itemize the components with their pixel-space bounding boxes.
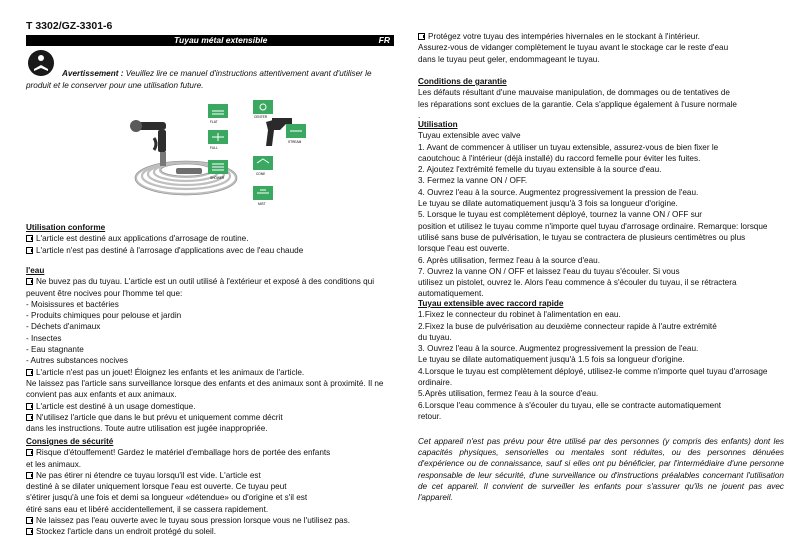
text-line: 4.Lorsque le tuyau est complètement déployé, utilisez-le comme n'importe quel tuyau d'arrosage — [418, 366, 768, 376]
text-line: L'article est destiné aux applications d'arrosage de routine. — [26, 233, 394, 244]
text-line: convient pas aux enfants et aux animaux. — [26, 390, 177, 400]
checkbox-bullet-icon — [26, 403, 33, 410]
checkbox-bullet-icon — [26, 278, 33, 285]
disclaimer-paragraph: Cet appareil n'est pas prévu pour être utilisé par des personnes (y compris des enfants) dont les capacités physiques, sensorielles ou mentales sont réduites, ou des personnes dénuées d'expérience ou de connaissance, sauf si elles ont pu bénéficier, par l'intermédiaire d'une personne responsable de leur sécurité, d'une surveillance ou d'instructions préalables concernant l'utilisation de cet appareil. Il convient de surveiller les enfants pour s'assurer qu'ils ne jouent pas avec l'appareil. — [418, 437, 784, 503]
spray-mode-label: CENTER — [254, 115, 268, 119]
checkbox-bullet-icon — [26, 472, 33, 479]
text-line: Ne buvez pas du tuyau. L'article est un outil utilisé à l'extérieur et exposé à des conditions qui — [26, 276, 394, 287]
spray-mode-label: FLAT — [210, 120, 218, 124]
section-title: Tuyau extensible avec raccord rapide — [418, 299, 564, 308]
section-consignes-securite — [26, 436, 394, 538]
text-line: du tuyau. — [418, 332, 452, 342]
text-line: Stockez l'article dans un endroit protégé du soleil. — [26, 526, 394, 537]
text-line: ordinaire. — [418, 378, 453, 388]
text-line: 3. Ouvrez l'eau à la source. Augmentez progressivement la pression de l'eau. — [418, 344, 699, 354]
text-line: Le tuyau se dilate automatiquement jusqu'à 3 fois sa longueur d'origine. — [418, 199, 678, 209]
warning-paragraph — [26, 68, 394, 92]
text-line: automatiquement. — [418, 289, 484, 299]
text-line: peuvent être nocives pour l'homme tel que: — [26, 288, 183, 298]
checkbox-bullet-icon — [26, 449, 33, 456]
text-line: . — [418, 110, 421, 120]
text-line: L'article est destiné à un usage domestique. — [26, 401, 394, 412]
text-line: utilisé sans buse de pulvérisation, le tuyau se contractera de plusieurs centimètres ou plus — [418, 232, 746, 242]
text-line: - Déchets d'animaux — [26, 322, 101, 332]
section-raccord-rapide — [418, 298, 784, 422]
text-line: N'utilisez l'article que dans le but prévu et uniquement comme décrit — [26, 412, 394, 423]
text-line: 7. Ouvrez la vanne ON / OFF et laissez l'eau du tuyau s'écouler. Si vous — [418, 266, 680, 276]
text-line: 5.Après utilisation, fermez l'eau à la source d'eau. — [418, 389, 599, 399]
text-line: L'article n'est pas un jouet! Éloignez les enfants et les animaux de l'article. — [26, 367, 394, 378]
checkbox-bullet-icon — [418, 33, 425, 40]
checkbox-bullet-icon — [26, 247, 33, 254]
section-title: Conditions de garantie — [418, 77, 507, 86]
spray-mode-label: FULL — [210, 146, 218, 150]
text-line: 2. Ajoutez l'extrémité femelle du tuyau extensible à la source d'eau. — [418, 165, 662, 175]
text-line: et les animaux. — [26, 459, 82, 469]
text-line: dans le tuyau peut geler, endommageant le tuyau. — [418, 54, 600, 64]
text-line: étiré sans eau et libéré accidentellement, il se cassera rapidement. — [26, 504, 269, 514]
text-line: - Eau stagnante — [26, 345, 84, 355]
text-line: position et utilisez le tuyau comme n'importe quel tuyau d'arrosage ordinaire. Remarque: lorsque — [418, 221, 768, 231]
section-title: Utilisation conforme — [26, 223, 106, 232]
text-line: s'étirer jusqu'à une fois et demi sa longueur «détendue» ou d'origine et s'il est — [26, 493, 308, 503]
section-title: Consignes de sécurité — [26, 437, 114, 446]
text-line: Ne pas étirer ni étendre ce tuyau lorsqu'il est vide. L'article est — [26, 470, 394, 481]
text-line: lorsque l'eau est ouverte. — [418, 244, 510, 254]
text-line: les réparations sont exclues de la garantie. Cela s'applique également à l'usure normale — [418, 99, 737, 109]
text-line: Assurez-vous de vidanger complètement le tuyau avant le stockage car le reste d'eau — [418, 43, 729, 53]
text-line: retour. — [418, 411, 442, 421]
text-line: - Autres substances nocives — [26, 356, 128, 366]
section-utilisation — [418, 119, 784, 300]
checkbox-bullet-icon — [26, 369, 33, 376]
section-title: l'eau — [26, 266, 45, 275]
text-line: - Insectes — [26, 333, 62, 343]
text-line: Tuyau extensible avec valve — [418, 131, 521, 141]
text-line: Ne laissez pas l'article sans surveillance lorsque des enfants et des animaux sont à proximité. Il ne — [26, 378, 384, 388]
checkbox-bullet-icon — [26, 414, 33, 421]
section-utilisation-conforme — [26, 222, 394, 256]
text-line: Risque d'étouffement! Gardez le matériel d'emballage hors de portée des enfants — [26, 447, 394, 458]
section-intro — [418, 31, 784, 65]
title-bar-text: Tuyau métal extensible — [174, 35, 268, 45]
section-garantie — [418, 76, 784, 121]
text-line: 4. Ouvrez l'eau à la source. Augmentez progressivement la pression de l'eau. — [418, 187, 699, 197]
text-line: 1.Fixez le connecteur du robinet à l'alimentation en eau. — [418, 310, 621, 320]
text-line: 6.Lorsque l'eau commence à s'écouler du tuyau, elle se contracte automatiquement — [418, 400, 722, 410]
text-line: L'article n'est pas destiné à l'arrosage d'applications avec de l'eau chaude — [26, 245, 394, 256]
language-code: FR — [378, 35, 390, 45]
product-code: T 3302/GZ-3301-6 — [26, 20, 113, 32]
spray-mode-label: MIST — [258, 202, 266, 206]
text-line: 1. Avant de commencer à utiliser un tuyau extensible, assurez-vous de bien fixer le — [418, 142, 719, 152]
text-line: caoutchouc à l'intérieur (déjà installé) du raccord femelle pour éviter les fuites. — [418, 153, 701, 163]
spray-mode-label: SHOWER — [210, 176, 225, 180]
text-line: Protégez votre tuyau des intempéries hivernales en le stockant à l'intérieur. — [418, 31, 784, 42]
text-line: - Produits chimiques pour pelouse et jardin — [26, 311, 182, 321]
text-line: dans les instructions. Toute autre utilisation est jugée inappropriée. — [26, 424, 268, 434]
text-line: - Moisissures et bactéries — [26, 299, 119, 309]
text-line: 5. Lorsque le tuyau est complètement déployé, tournez la vanne ON / OFF sur — [418, 210, 702, 220]
spray-mode-label: STREAM — [288, 140, 302, 144]
spray-mode-label: CONE — [256, 172, 266, 176]
title-bar — [26, 35, 394, 46]
text-line: utilisez un pistolet, ouvrez le. Alors l'eau commence à s'écouler du tuyau, il se rétractera — [418, 278, 737, 288]
warning-label: Avertissement : — [62, 69, 124, 78]
checkbox-bullet-icon — [26, 235, 33, 242]
checkbox-bullet-icon — [26, 528, 33, 535]
spray-patterns-diagram — [208, 100, 326, 210]
text-line: Le tuyau se dilate automatiquement jusqu'à 1.5 fois sa longueur d'origine. — [418, 355, 685, 365]
checkbox-bullet-icon — [26, 517, 33, 524]
text-line: Les défauts résultant d'une mauvaise manipulation, de dommages ou de tentatives de — [418, 88, 730, 98]
text-line: destiné à se dilater uniquement lorsque l'eau est ouverte. Ce tuyau peut — [26, 482, 287, 492]
text-line: 2.Fixez la buse de pulvérisation au deuxième connecteur rapide à l'autre extrémité — [418, 321, 717, 331]
section-title: Utilisation — [418, 120, 458, 129]
text-line: 3. Fermez la vanne ON / OFF. — [418, 176, 528, 186]
text-line: Ne laissez pas l'eau ouverte avec le tuyau sous pression lorsque vous ne l'utilisez pas. — [26, 515, 394, 526]
text-line: 6. Après utilisation, fermez l'eau à la source d'eau. — [418, 255, 600, 265]
section-leau — [26, 265, 394, 434]
warning-text: Veuillez lire ce manuel d'instructions attentivement avant d'utiliser le produit et le conserver pour une utilisation future. — [26, 69, 372, 90]
